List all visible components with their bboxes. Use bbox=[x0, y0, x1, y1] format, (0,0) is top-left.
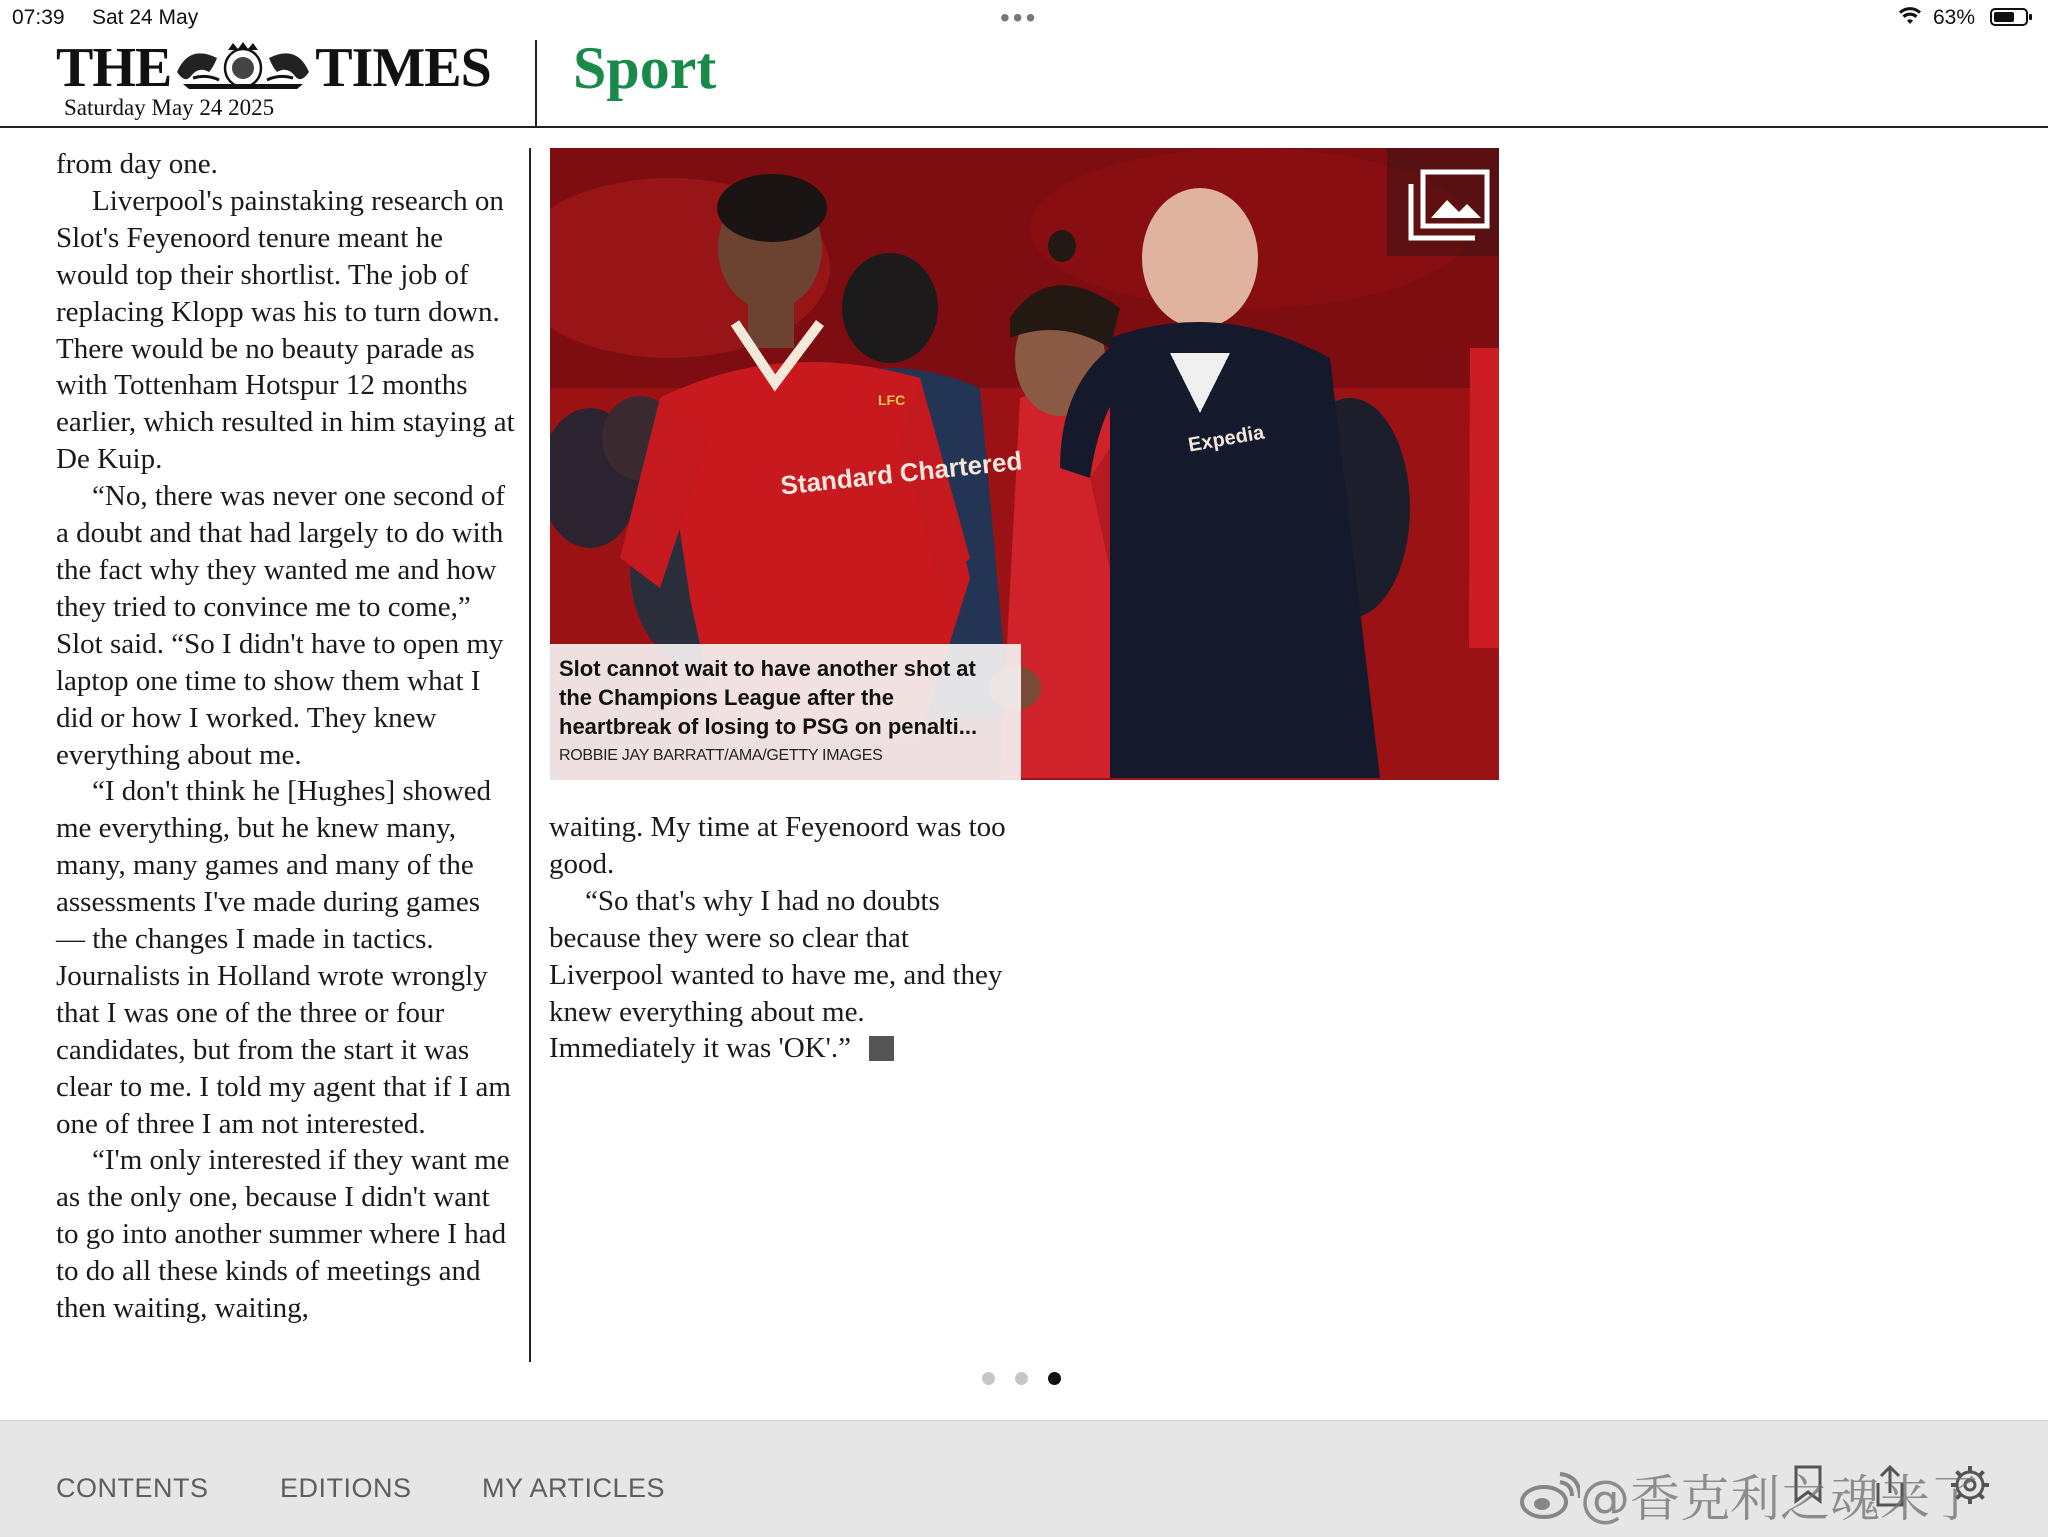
tab-contents[interactable]: CONTENTS bbox=[56, 1473, 209, 1503]
gallery-button[interactable] bbox=[1387, 148, 1499, 256]
masthead-title-the: THE bbox=[56, 37, 172, 99]
battery-percent: 63% bbox=[1933, 6, 1976, 29]
sleeve-sponsor-text: Expedia bbox=[1186, 421, 1266, 457]
status-bar bbox=[0, 0, 2048, 36]
gallery-icon bbox=[1387, 148, 1499, 256]
wifi-icon bbox=[1898, 6, 1922, 26]
caption-text: Slot cannot wait to have another shot at the Champions League after the heartbreak of losing to PSG on penalti... bbox=[559, 656, 978, 739]
multitasking-dots-icon[interactable]: ••• bbox=[1000, 2, 1039, 33]
photo-credit: ROBBIE JAY BARRATT/AMA/GETTY IMAGES bbox=[559, 747, 883, 764]
masthead-title-times: TIMES bbox=[315, 37, 491, 99]
page-dot[interactable] bbox=[1015, 1372, 1028, 1385]
article-paragraph: “I'm only interested if they want me as the only one, because I didn't want to go into another summer where I had to do all these kinds of meetings and then waiting, waiting, bbox=[56, 1144, 510, 1325]
article-column-left bbox=[56, 146, 516, 1327]
watermark-handle: @香克利之魂来了 bbox=[1580, 1470, 1980, 1528]
end-of-article-marker bbox=[869, 1036, 894, 1061]
masthead-divider bbox=[535, 40, 537, 126]
bottom-nav-bar bbox=[0, 1420, 2048, 1537]
watermark-text bbox=[1520, 1459, 1980, 1531]
tab-my-articles[interactable]: MY ARTICLES bbox=[482, 1473, 666, 1503]
club-crest-text: LFC bbox=[878, 392, 906, 408]
masthead-rule bbox=[0, 126, 2048, 128]
times-masthead-logo[interactable] bbox=[56, 36, 491, 100]
page-dot[interactable] bbox=[1048, 1372, 1061, 1385]
section-title: Sport bbox=[573, 35, 717, 101]
article-photo[interactable] bbox=[550, 148, 1499, 780]
page-indicator[interactable] bbox=[982, 1372, 1081, 1390]
photo-caption bbox=[550, 644, 1021, 780]
article-paragraph: “I don't think he [Hughes] showed me everything, but he knew many, many, many games and many of the assessments I've made during games — the changes I made in tactics. Journalists in Holland wrote wrongly that I was one of the three or four candidates, but from the start it was clear to me. I told my agent that if I am one of three I am not interested. bbox=[56, 775, 511, 1140]
article-paragraph: “No, there was never one second of a doubt and that had largely to do with the fact why they wanted me and how they tried to convince me to come,” Slot said. “So I didn't have to open my laptop one time to show them what I did or how I worked. They knew everything about me. bbox=[56, 480, 506, 771]
shirt-sponsor-text: Standard Chartered bbox=[779, 445, 1024, 501]
page-dot[interactable] bbox=[982, 1372, 995, 1385]
article-paragraph: Liverpool's painstaking research on Slot's Feyenoord tenure meant he would top their shortlist. The job of replacing Klopp was his to turn down. There would be no beauty parade as with Tottenham Hotspur 12 months earlier, which resulted in him staying at De Kuip. bbox=[56, 184, 515, 476]
article-paragraph: “So that's why I had no doubts because they were so clear that Liverpool wanted to have me, and they knew everything about me. Immediately it was 'OK'.” bbox=[549, 884, 1003, 1065]
royal-crest-icon bbox=[173, 42, 313, 90]
status-time: 07:39 bbox=[12, 6, 65, 29]
weibo-logo-icon bbox=[1520, 1472, 1580, 1522]
battery-icon bbox=[1990, 8, 2028, 26]
article-paragraph: waiting. My time at Feyenoord was too good. bbox=[549, 811, 1006, 880]
status-date: Sat 24 May bbox=[92, 6, 199, 29]
tab-editions[interactable]: EDITIONS bbox=[280, 1473, 412, 1503]
article-column-right bbox=[549, 809, 1009, 1067]
column-divider bbox=[529, 148, 531, 1362]
article-paragraph: from day one. bbox=[56, 148, 218, 180]
edition-date: Saturday May 24 2025 bbox=[64, 95, 275, 120]
